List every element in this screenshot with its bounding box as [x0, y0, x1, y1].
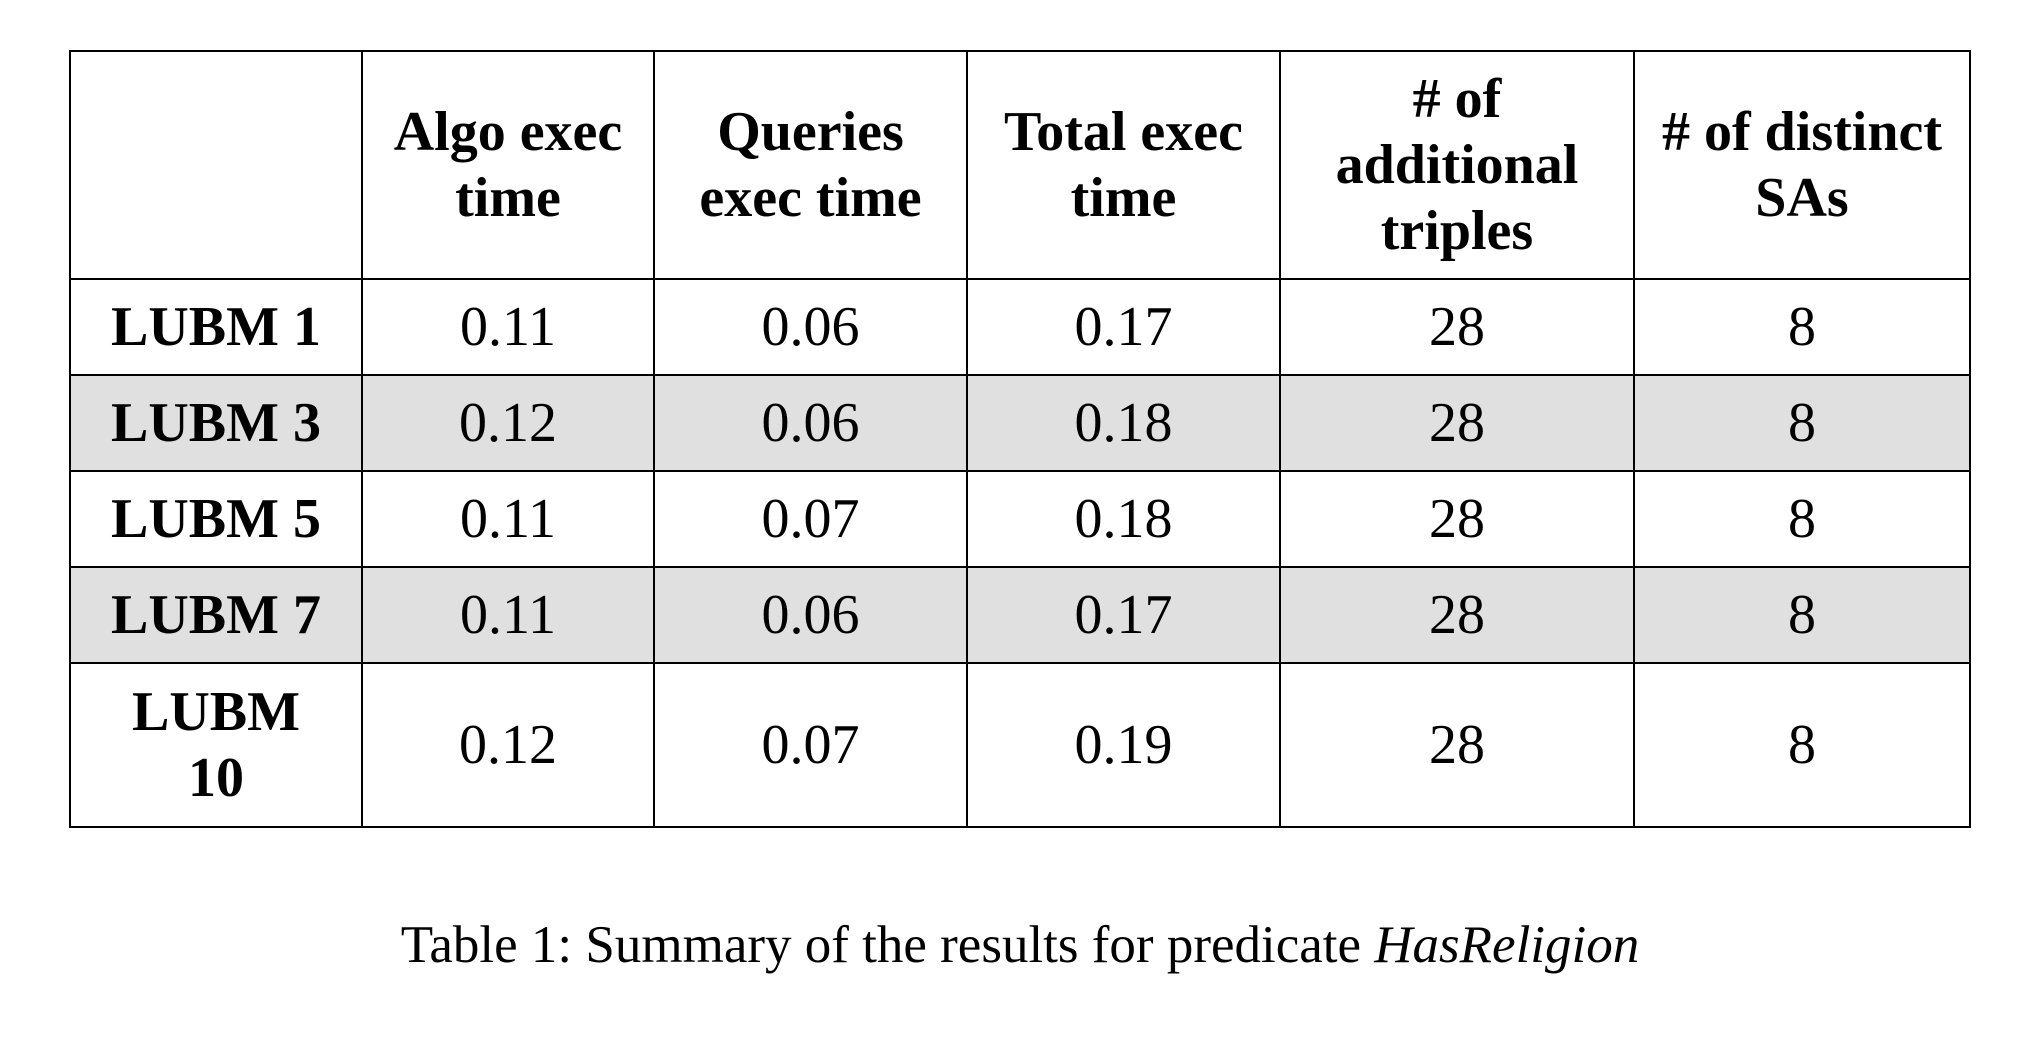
header-total-exec-time-label: Total exec time — [1004, 101, 1243, 229]
header-queries-exec-time-label: Queries exec time — [699, 101, 922, 229]
cell-additional-triples: 28 — [1280, 663, 1634, 827]
table-caption — [0, 912, 2040, 978]
row-label: LUBM 3 — [70, 375, 362, 471]
header-distinct-sas-label: # of distinct SAs — [1662, 101, 1942, 229]
cell-distinct-sas: 8 — [1634, 471, 1970, 567]
cell-algo-exec-time: 0.12 — [362, 663, 654, 827]
cell-queries-exec-time: 0.06 — [654, 375, 967, 471]
results-table — [69, 50, 1971, 828]
cell-queries-exec-time: 0.07 — [654, 663, 967, 827]
header-algo-exec-time — [362, 51, 654, 279]
cell-distinct-sas: 8 — [1634, 279, 1970, 375]
cell-total-exec-time: 0.18 — [967, 471, 1280, 567]
cell-distinct-sas: 8 — [1634, 663, 1970, 827]
cell-queries-exec-time: 0.06 — [654, 279, 967, 375]
cell-algo-exec-time: 0.11 — [362, 471, 654, 567]
cell-algo-exec-time: 0.11 — [362, 567, 654, 663]
cell-total-exec-time: 0.17 — [967, 567, 1280, 663]
cell-algo-exec-time: 0.12 — [362, 375, 654, 471]
cell-total-exec-time: 0.17 — [967, 279, 1280, 375]
header-distinct-sas — [1634, 51, 1970, 279]
header-queries-exec-time — [654, 51, 967, 279]
cell-additional-triples: 28 — [1280, 567, 1634, 663]
cell-additional-triples: 28 — [1280, 471, 1634, 567]
caption-predicate: HasReligion — [1374, 916, 1640, 974]
header-row — [70, 51, 1970, 279]
table-row — [70, 663, 1970, 827]
table-row — [70, 279, 1970, 375]
caption-text: Table 1: Summary of the results for predicate — [400, 916, 1375, 974]
cell-total-exec-time: 0.19 — [967, 663, 1280, 827]
header-algo-exec-time-label: Algo exec time — [393, 101, 623, 229]
header-corner-cell — [70, 51, 362, 279]
header-total-exec-time — [967, 51, 1280, 279]
header-additional-triples — [1280, 51, 1634, 279]
cell-algo-exec-time: 0.11 — [362, 279, 654, 375]
cell-total-exec-time: 0.18 — [967, 375, 1280, 471]
row-label: LUBM 7 — [70, 567, 362, 663]
cell-additional-triples: 28 — [1280, 279, 1634, 375]
row-label-wrapped: LUBM 10 — [132, 681, 300, 809]
header-additional-triples-label: # of additional triples — [1335, 68, 1579, 262]
cell-queries-exec-time: 0.07 — [654, 471, 967, 567]
table-row — [70, 375, 1970, 471]
cell-additional-triples: 28 — [1280, 375, 1634, 471]
cell-distinct-sas: 8 — [1634, 375, 1970, 471]
cell-distinct-sas: 8 — [1634, 567, 1970, 663]
table-row — [70, 471, 1970, 567]
cell-queries-exec-time: 0.06 — [654, 567, 967, 663]
row-label: LUBM 5 — [70, 471, 362, 567]
table-row — [70, 567, 1970, 663]
row-label — [70, 663, 362, 827]
row-label: LUBM 1 — [70, 279, 362, 375]
